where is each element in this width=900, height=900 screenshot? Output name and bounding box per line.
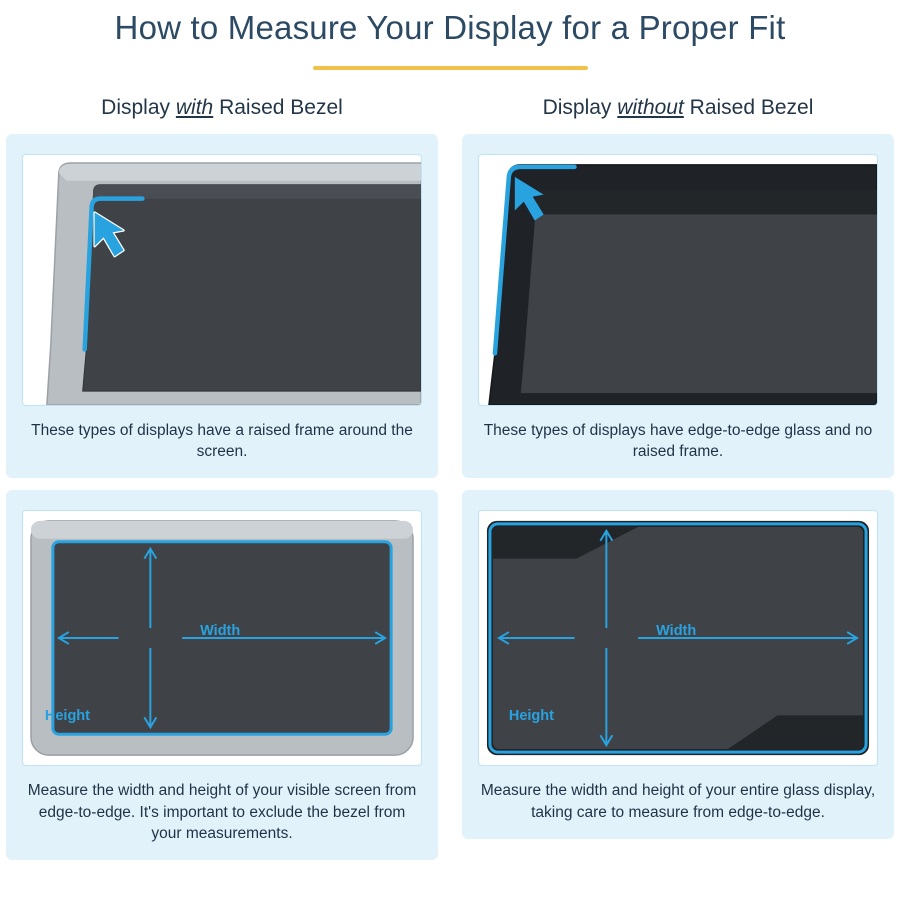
width-label: Width: [656, 623, 697, 640]
panel-with-bezel-bottom: [6, 490, 438, 860]
caption-with-bezel-bottom: Measure the width and height of your visible screen from edge-to-edge. It's important to exclude the bezel from your measurements.: [27, 782, 417, 843]
panel-without-bezel-bottom: [462, 490, 894, 839]
figure-laptop-raised-bezel: [22, 154, 422, 406]
height-label: Height: [508, 708, 554, 725]
title-underline-rule: [313, 66, 588, 70]
tablet-bezel-highlight: [31, 521, 413, 539]
heading-prefix: Display: [101, 95, 176, 119]
caption-without-bezel-bottom: Measure the width and height of your entire glass display, taking care to measure from edge-to-edge.: [480, 782, 876, 821]
width-label-backing: [119, 628, 183, 648]
camera-band: [536, 190, 877, 214]
caption-with-bezel-top: These types of displays have a raised frame around the screen.: [31, 421, 413, 460]
tablet-edge-measurement-illustration: [479, 511, 877, 765]
heading-suffix: Raised Bezel: [213, 95, 343, 119]
laptop-edge-to-edge-illustration: [479, 155, 877, 405]
width-label: Width: [200, 623, 241, 640]
column-with-raised-bezel: [6, 96, 438, 861]
heading-prefix: Display: [542, 95, 618, 119]
figure-laptop-edge-to-edge: [478, 154, 878, 406]
height-label: Height: [44, 708, 90, 725]
page-title: How to Measure Your Display for a Proper Fit: [114, 9, 786, 46]
laptop-raised-bezel-illustration: [23, 155, 421, 405]
width-label-backing: [575, 628, 639, 648]
panel-without-bezel-top: [462, 134, 894, 479]
figure-tablet-edge-measure: [478, 510, 878, 766]
heading-suffix: Raised Bezel: [683, 95, 814, 119]
column-heading-without-bezel: [462, 96, 894, 120]
figure-tablet-bezel-measure: [22, 510, 422, 766]
height-label-backing: [59, 708, 133, 728]
screen-surface: [521, 190, 877, 392]
tablet-bezel-measurement-illustration: [23, 511, 421, 765]
column-heading-with-bezel: [6, 96, 438, 120]
column-without-raised-bezel: [462, 96, 894, 861]
heading-emphasis: without: [617, 95, 684, 119]
heading-emphasis: with: [175, 95, 214, 119]
panel-with-bezel-top: [6, 134, 438, 479]
comparison-columns: [0, 96, 900, 861]
screen-surface: [83, 184, 421, 390]
bottom-spacer: [0, 860, 900, 876]
caption-without-bezel-top: These types of displays have edge-to-edge glass and no raised frame.: [483, 421, 873, 460]
height-label-backing: [509, 708, 583, 728]
bezel-top-highlight: [59, 164, 421, 181]
